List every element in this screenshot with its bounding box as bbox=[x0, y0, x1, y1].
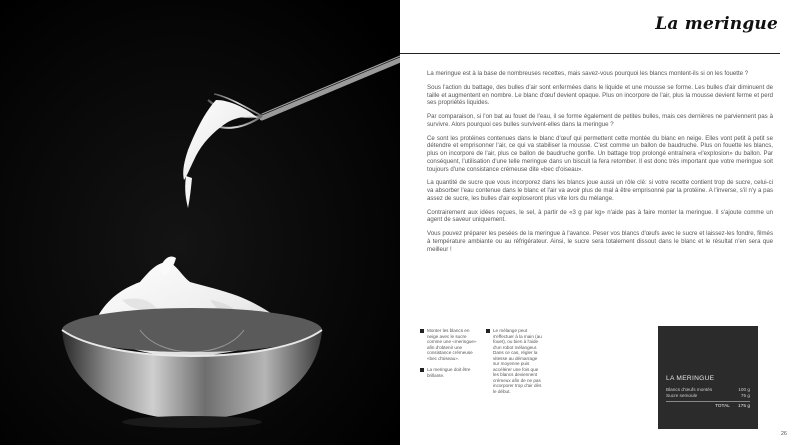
square-bullet-icon bbox=[420, 329, 424, 333]
total-value: 175 g bbox=[737, 404, 750, 409]
square-bullet-icon bbox=[420, 368, 424, 372]
ingredient-name: Blancs d'œufs montés bbox=[666, 387, 713, 392]
note-item bbox=[420, 367, 478, 378]
recipe-card bbox=[658, 326, 758, 429]
recipe-total-row bbox=[666, 404, 750, 409]
total-label: TOTAL bbox=[714, 404, 730, 409]
note-text: La meringue doit être brillante. bbox=[427, 367, 471, 378]
note-item bbox=[420, 328, 478, 361]
recipe-divider bbox=[666, 401, 750, 402]
note-item bbox=[486, 328, 544, 394]
notes-column-2 bbox=[486, 328, 544, 400]
paragraph: La quantité de sucre que vous incorporez dans les blancs joue aussi un rôle clé: si votre recette contient trop de sucre, celui-ci va absorber l'eau contenue dans le blanc et l'air va avoir plus de mal à être emprisonné par la protéine. A l'inverse, s'il n'y a pas assez de sucre, les bulles d'air exploseront plus vite lors du mélange. bbox=[427, 179, 773, 202]
ingredient-quantity: 100 g bbox=[738, 387, 750, 392]
paragraph: Contrairement aux idées reçues, le sel, à partir de «3 g par kg» n'aide pas à faire monter la meringue. Il s'ajoute comme un agent de saveur uniquement. bbox=[427, 208, 773, 224]
paragraph: Ce sont les protéines contenues dans le blanc d'œuf qui permettent cette montée du blanc en neige. Elles vont petit à petit se détendre et emprisonner l'air, ce qui va stabiliser la mousse. C'est comme un ballon de baudruche. Plus on fouette les blancs, plus on incorpore de l'air, plus ce ballon de baudruche gonfle. Un battage trop prolongé entraînera «l'explosion» du ballon. Par conséquent, l'utilisation d'une telle meringue dans un biscuit la fera retomber. Il est donc très important que votre meringue soit toujours d'une consistance crémeuse dite «bec d'oiseau». bbox=[427, 134, 773, 173]
ingredient-name: Sucre semoule bbox=[666, 393, 698, 398]
notes-column-1 bbox=[420, 328, 478, 400]
note-text: Monter les blancs en neige avec le sucre comme une «meringue» afin d'obtenir une consistance crémeuse «bec d'oiseau». bbox=[427, 328, 477, 361]
note-text: Le mélange peut s'effectuer à la main (au fouet), ou bien à l'aide d'un robot mélangeur. Dans ce cas, régler la vitesse au démarrage sur moyenne puis accélérer une fois que les blancs deviennent crémeux afin de ne pas incorporer trop d'air dès le début. bbox=[493, 328, 542, 394]
paragraph: Par comparaison, si l'on bat au fouet de l'eau, il se forme également de petites bulles, mais ces dernières ne parviennent pas à survivre. Alors pourquoi ces bulles survivent-elles dans la meringue ? bbox=[427, 113, 773, 128]
paragraph: Vous pouvez préparer les pesées de la meringue à l'avance. Peser vos blancs d'œufs avec le sucre et laissez-les fondre, filmés à température ambiante ou au réfrigérateur. Ainsi, le sucre sera totalement dissout dans le blanc et le résultat n'en sera que meilleur ! bbox=[427, 230, 773, 253]
recipe-title: LA MERINGUE bbox=[666, 375, 715, 382]
page-number: 26 bbox=[780, 431, 787, 437]
paragraph: Sous l'action du battage, des bulles d'air sont enfermées dans le liquide et une mousse se forme. Les bulles d'air diminuent de taille et augmentent en nombre. Le blanc d'œuf devient opaque. Plus on incorpore de l'air, plus la mousse devient ferme et perd ses propriétés liquides. bbox=[427, 83, 773, 107]
page-title: La meringue bbox=[655, 14, 778, 34]
method-notes bbox=[420, 328, 545, 400]
paragraph: La meringue est à la base de nombreuses recettes, mais savez-vous pourquoi les blancs montent-ils si on les fouette ? bbox=[427, 70, 749, 77]
title-divider bbox=[400, 53, 780, 54]
text-page bbox=[400, 0, 800, 445]
ingredient-row bbox=[666, 393, 750, 399]
article-body bbox=[427, 70, 773, 260]
ingredient-quantity: 75 g bbox=[740, 393, 750, 398]
square-bullet-icon bbox=[486, 329, 490, 333]
